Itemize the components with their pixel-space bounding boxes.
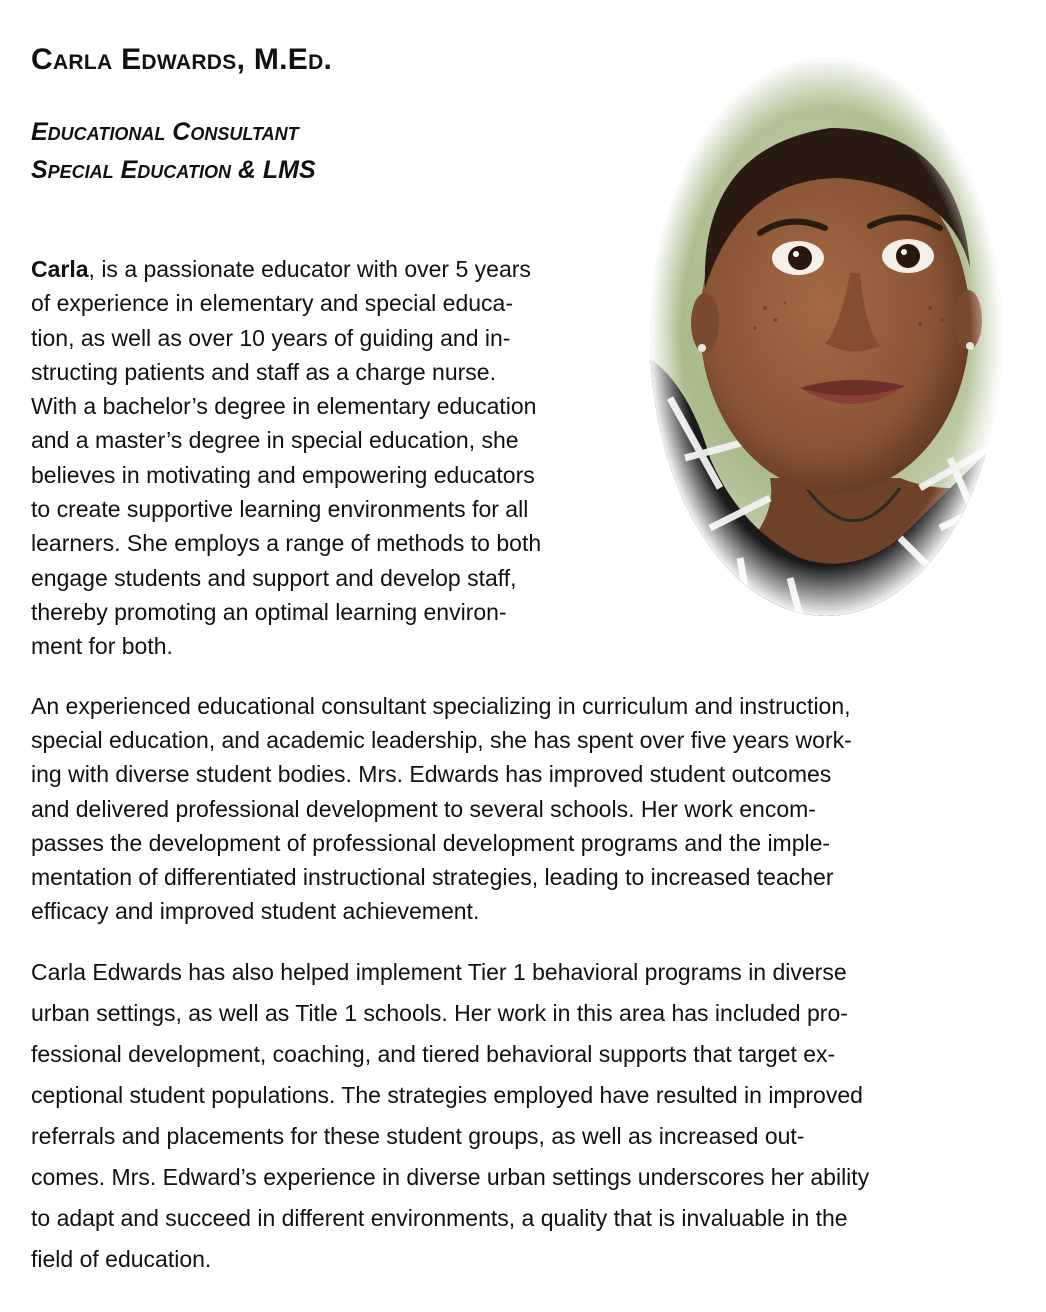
page-title: Carla Edwards, M.Ed. (31, 43, 333, 76)
text-line: An experienced educational consultant specializing in curriculum and instruction, (31, 693, 851, 719)
role-block (31, 113, 316, 189)
text-line: comes. Mrs. Edward’s experience in diverse urban settings underscores her ability (31, 1164, 870, 1190)
text-line: ment for both. (31, 633, 173, 660)
text-line: fessional development, coaching, and tiered behavioral supports that target ex- (31, 1041, 836, 1067)
text-line: urban settings, as well as Title 1 schools. Her work in this area has included pro- (31, 1000, 848, 1026)
text-line: thereby promoting an optimal learning environ- (31, 598, 507, 625)
text-line: ceptional student populations. The strategies employed have resulted in improved (31, 1082, 863, 1108)
bio-paragraph-consultant (31, 689, 1021, 928)
text-line: With a bachelor’s degree in elementary education (31, 393, 537, 420)
text-line: to adapt and succeed in different environments, a quality that is invaluable in the (31, 1205, 848, 1231)
text-line: passes the development of professional development programs and the imple- (31, 829, 831, 856)
text-line: special education, and academic leadership, she has spent over five years work- (31, 727, 852, 754)
text-line: referrals and placements for these student groups, as well as increased out- (31, 1123, 805, 1149)
text-line: mentation of differentiated instructional strategies, leading to increased teacher (31, 864, 834, 891)
text-line: structing patients and staff as a charge nurse. (31, 358, 496, 385)
text-line: tion, as well as over 10 years of guiding and in- (31, 324, 511, 351)
text-line: Carla Edwards has also helped implement Tier 1 behavioral programs in diverse (31, 959, 847, 985)
portrait-photo (650, 58, 1002, 616)
text-line: and delivered professional development to several schools. Her work encom- (31, 795, 816, 822)
bio-paragraph-behavioral (31, 952, 1021, 1280)
text-line: Carla, is a passionate educator with over 5 years (31, 256, 531, 282)
bio-paragraph-intro (31, 252, 631, 664)
text-line: field of education. (31, 1246, 212, 1272)
text-line: efficacy and improved student achievement. (31, 898, 480, 925)
text-line: of experience in elementary and special educa- (31, 290, 514, 317)
role-title: Educational Consultant (31, 118, 299, 146)
text-line: ing with diverse student bodies. Mrs. Edwards has improved student outcomes (31, 761, 832, 788)
text-line: and a master’s degree in special education, she (31, 427, 519, 454)
text-line: learners. She employs a range of methods to both (31, 530, 542, 557)
text-line: engage students and support and develop staff, (31, 564, 517, 591)
bio-name-bold: Carla (31, 256, 89, 282)
text-line: believes in motivating and empowering educators (31, 461, 535, 488)
role-specialty: Special Education & LMS (31, 156, 316, 184)
text-line: to create supportive learning environments for all (31, 496, 529, 523)
